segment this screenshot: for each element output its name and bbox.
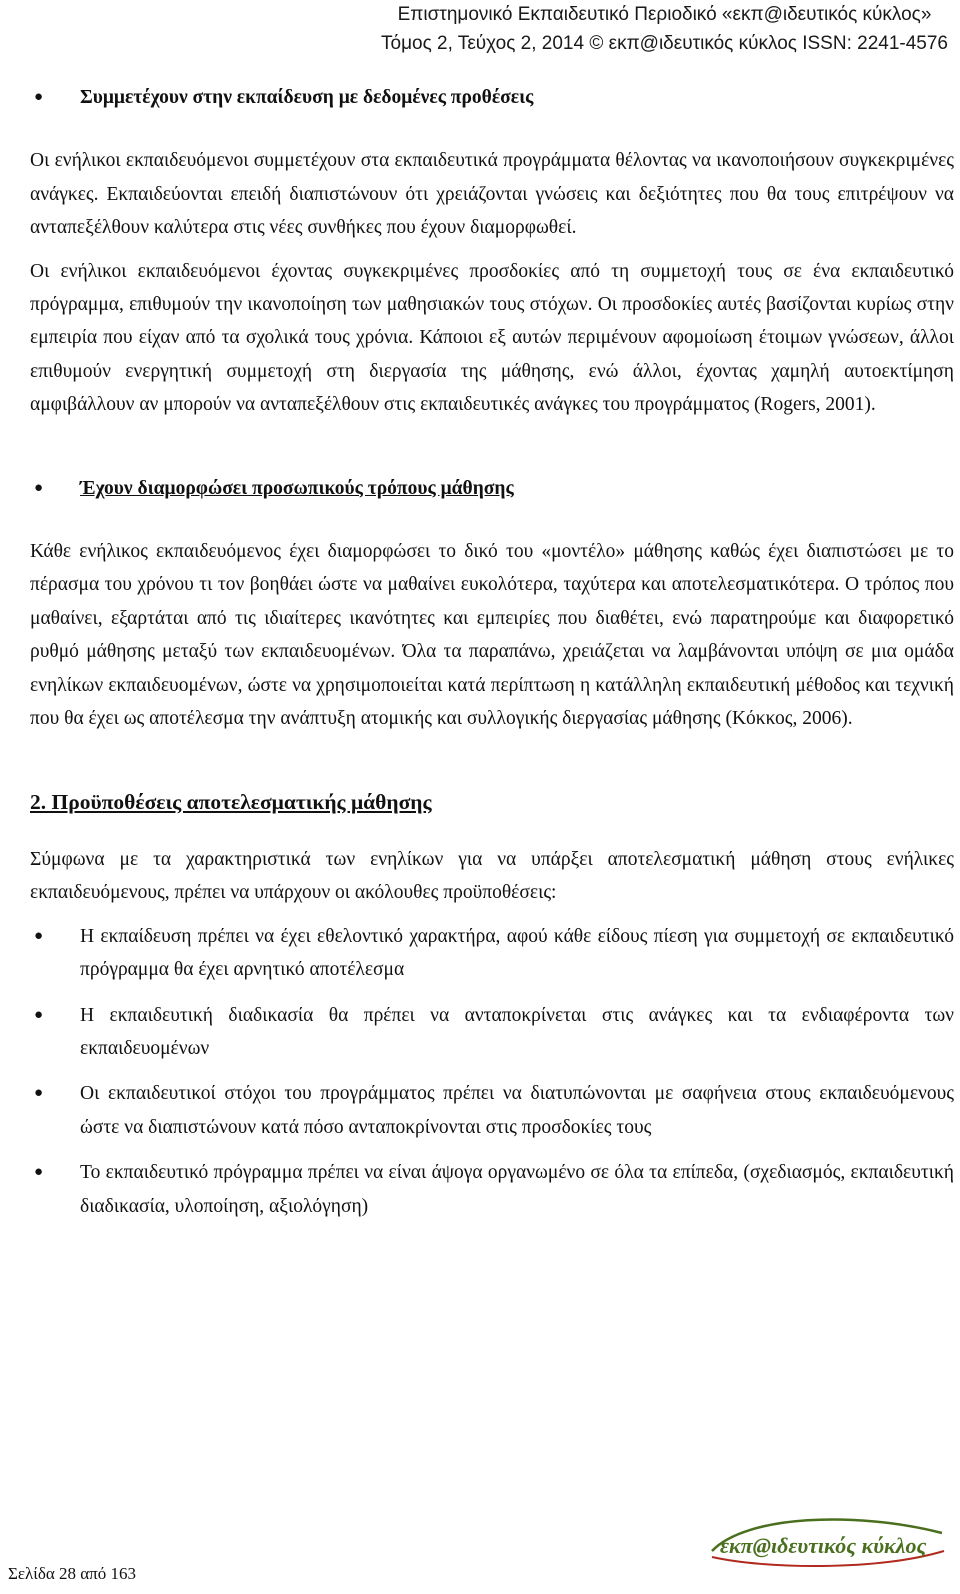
bullet-icon: ● <box>34 1164 44 1181</box>
bullet-heading-text: Έχουν διαμορφώσει προσωπικούς τρόπους μάθησης <box>80 477 514 499</box>
list-item <box>30 1077 954 1144</box>
journal-title: Επιστημονικό Εκπαιδευτικό Περιοδικό «εκπ@ιδευτικός κύκλος» <box>397 4 932 25</box>
bullet-icon: ● <box>34 1085 44 1102</box>
paragraph: Κάθε ενήλικος εκπαιδευόμενος έχει διαμορφώσει το δικό του «μοντέλο» μάθησης καθώς έχει διαπιστώσει με το πέρασμα του χρόνου τι τον βοηθάει ώστε να μαθαίνει ευκολότερα, ταχύτερα και αποτελεσματικότερα. Ο τρόπος που μαθαίνει, εξαρτάται από τις ιδιαίτερες ικανότητες και εμπειρίες που διαθέτει, ενώ παρατηρούμε και διαφορετικό ρυθμό μάθησης μεταξύ των εκπαιδευομένων. Όλα τα παραπάνω, χρειάζεται να λαμβάνονται υπόψη σε μια ομάδα ενηλίκων εκπαιδευομένων, ώστε να χρησιμοποιείται κατά περίπτωση η κατάλληλη εκπαιδευτική μέθοδος και τεχνική που θα έχει ως αποτέλεσμα την ανάπτυξη ατομικής και συλλογικής διεργασίας μάθησης (Κόκκος, 2006). <box>30 541 954 730</box>
page-header <box>381 0 948 58</box>
bullet-icon: ● <box>34 1006 44 1023</box>
paragraph: Σύμφωνα με τα χαρακτηριστικά των ενηλίκων για να υπάρξει αποτελεσματική μάθηση στους ενήλικες εκπαιδευόμενους, πρέπει να υπάρχουν οι ακόλουθες προϋποθέσεις: <box>30 848 954 904</box>
list-item <box>30 999 954 1066</box>
paragraph: Οι ενήλικοι εκπαιδευόμενοι συμμετέχουν στα εκπαιδευτικά προγράμματα θέλοντας να ικανοποιήσουν συγκεκριμένες ανάγκες. Εκπαιδεύονται επειδή διαπιστώνουν ότι χρειάζονται γνώσεις και δεξιότητες που θα τους επιτρέψουν να ανταπεξέλθουν καλύτερα στις νέες συνθήκες που έχουν διαμορφωθεί. <box>30 150 954 239</box>
list-item-text: Η εκπαίδευση πρέπει να έχει εθελοντικό χαρακτήρα, αφού κάθε είδους πίεση για συμμετοχή σε εκπαιδευτικό πρόγραμμα θα έχει αρνητικό αποτέλεσμα <box>80 925 954 981</box>
section-bullet-heading <box>30 472 954 505</box>
page-number: Σελίδα 28 από 163 <box>8 1564 137 1583</box>
bullet-icon: ● <box>34 89 44 105</box>
section-bullet-heading <box>30 81 954 114</box>
logo-text: εκπ@ιδευτικός κύκλος <box>720 1533 927 1558</box>
bullet-icon: ● <box>34 927 44 944</box>
conditions-list <box>30 920 954 1223</box>
list-item-text: Η εκπαιδευτική διαδικασία θα πρέπει να ανταποκρίνεται στις ανάγκες και τα ενδιαφέροντα των εκπαιδευομένων <box>80 1004 954 1059</box>
bullet-icon: ● <box>34 479 44 496</box>
bullet-heading-text: Συμμετέχουν στην εκπαίδευση με δεδομένες προθέσεις <box>80 87 534 108</box>
list-item <box>30 920 954 987</box>
page-content <box>30 78 954 1223</box>
list-item-text: Το εκπαιδευτικό πρόγραμμα πρέπει να είναι άψογα οργανωμένο σε όλα τα επίπεδα, (σχεδιασμός, εκπαιδευτική διαδικασία, υλοποίηση, αξιολόγηση) <box>80 1162 954 1217</box>
list-item <box>30 1156 954 1223</box>
paragraph: Οι ενήλικοι εκπαιδευόμενοι έχοντας συγκεκριμένες προσδοκίες από τη συμμετοχή τους σε ένα εκπαιδευτικό πρόγραμμα, επιθυμούν την ικανοποίηση των μαθησιακών τους στόχων. Οι προσδοκίες αυτές βασίζονται κυρίως στην εμπειρία που είχαν από τα σχολικά τους χρόνια. Κάποιοι εξ αυτών περιμένουν αφομοίωση έτοιμων γνώσεων, άλλοι επιθυμούν ενεργητική συμμετοχή στη διεργασία της μάθησης, ενώ άλλοι, έχοντας χαμηλή αυτοεκτίμηση αμφιβάλλουν αν μπορούν να ανταπεξέλθουν στις εκπαιδευτικές ανάγκες του προγράμματος (Rogers, 2001). <box>30 260 954 416</box>
journal-logo-graphic <box>706 1511 952 1575</box>
list-item-text: Οι εκπαιδευτικοί στόχοι του προγράμματος πρέπει να διατυπώνονται με σαφήνεια στους εκπαιδευόμενους ώστε να διαπιστώνουν κατά πόσο ανταποκρίνονται στις προσδοκίες τους <box>80 1083 954 1138</box>
journal-logo <box>706 1511 952 1575</box>
section-heading: 2. Προϋποθέσεις αποτελεσματικής μάθησης <box>30 789 432 814</box>
journal-issue-info: Τόμος 2, Τεύχος 2, 2014 © εκπ@ιδευτικός κύκλος ISSN: 2241-4576 <box>380 33 948 54</box>
